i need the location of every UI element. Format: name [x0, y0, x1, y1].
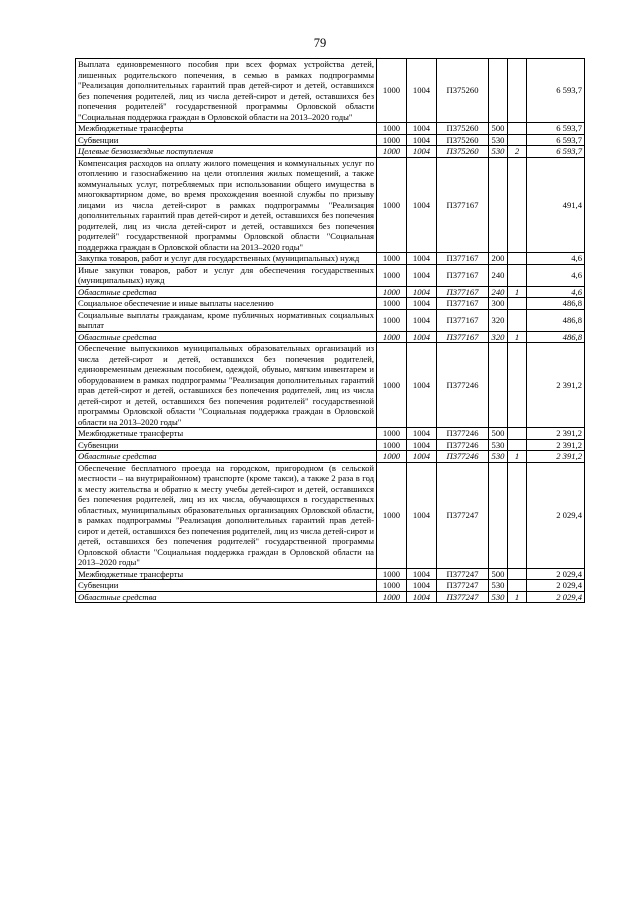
budget-table-body [76, 59, 585, 603]
row-section-code: 1000 [377, 580, 407, 592]
row-section-code: 1000 [377, 462, 407, 568]
row-source-code [508, 580, 527, 592]
row-section-code: 1000 [377, 568, 407, 580]
row-description: Субвенции [76, 134, 377, 146]
row-subsection-code: 1004 [407, 462, 437, 568]
row-amount: 4,6 [527, 264, 585, 286]
row-source-code [508, 568, 527, 580]
row-description: Иные закупки товаров, работ и услуг для обеспечения государственных (муниципальных) нужд [76, 264, 377, 286]
row-source-code [508, 439, 527, 451]
budget-table [75, 58, 585, 603]
row-section-code: 1000 [377, 264, 407, 286]
row-source-code [508, 343, 527, 428]
row-description: Субвенции [76, 439, 377, 451]
row-section-code: 1000 [377, 591, 407, 603]
row-amount: 2 029,4 [527, 580, 585, 592]
row-amount: 486,8 [527, 309, 585, 331]
table-row [76, 439, 585, 451]
row-expense-type-code: 240 [489, 264, 508, 286]
row-description: Межбюджетные трансферты [76, 428, 377, 440]
table-row [76, 298, 585, 310]
row-amount: 486,8 [527, 298, 585, 310]
table-row [76, 264, 585, 286]
row-description: Областные средства [76, 286, 377, 298]
row-description: Целевые безвозмездные поступления [76, 146, 377, 158]
row-source-code [508, 298, 527, 310]
row-subsection-code: 1004 [407, 439, 437, 451]
row-subsection-code: 1004 [407, 264, 437, 286]
row-subsection-code: 1004 [407, 580, 437, 592]
row-description: Межбюджетные трансферты [76, 123, 377, 135]
row-source-code [508, 462, 527, 568]
row-amount: 6 593,7 [527, 123, 585, 135]
row-expense-type-code: 320 [489, 309, 508, 331]
row-section-code: 1000 [377, 286, 407, 298]
row-description: Компенсация расходов на оплату жилого помещения и коммунальных услуг по отоплению и газоснабжению на цели отопления жилых помещений, а также коммунальных услуг, потребляемых при использовании общего имущества в многоквартирном доме, во время прохождения военной службы по призыву лицами из числа детей-сирот в рамках подпрограммы "Реализация дополнительных гарантий прав детей-сирот и детей, оставшихся без попечения родителей, лиц из числа детей-сирот и детей, оставшихся без попечения родителей" государственной программы Орловской области "Социальная поддержка граждан в Орловской области на 2013–2020 годы" [76, 157, 377, 253]
row-description: Межбюджетные трансферты [76, 568, 377, 580]
row-target-code: П377246 [437, 428, 489, 440]
row-target-code: П377167 [437, 157, 489, 253]
table-row [76, 428, 585, 440]
row-expense-type-code [489, 343, 508, 428]
row-source-code: 1 [508, 451, 527, 463]
table-row [76, 580, 585, 592]
row-amount: 2 391,2 [527, 343, 585, 428]
row-source-code: 1 [508, 591, 527, 603]
table-row [76, 157, 585, 253]
row-subsection-code: 1004 [407, 253, 437, 265]
row-target-code: П375260 [437, 123, 489, 135]
row-amount: 2 029,4 [527, 462, 585, 568]
row-expense-type-code: 200 [489, 253, 508, 265]
row-target-code: П377167 [437, 286, 489, 298]
row-subsection-code: 1004 [407, 146, 437, 158]
row-section-code: 1000 [377, 123, 407, 135]
row-subsection-code: 1004 [407, 123, 437, 135]
row-amount: 2 391,2 [527, 428, 585, 440]
row-source-code [508, 134, 527, 146]
row-amount: 2 029,4 [527, 591, 585, 603]
row-description: Областные средства [76, 591, 377, 603]
row-source-code [508, 309, 527, 331]
row-target-code: П377247 [437, 568, 489, 580]
row-section-code: 1000 [377, 439, 407, 451]
row-amount: 4,6 [527, 253, 585, 265]
row-description: Областные средства [76, 331, 377, 343]
row-source-code [508, 264, 527, 286]
row-subsection-code: 1004 [407, 298, 437, 310]
row-subsection-code: 1004 [407, 568, 437, 580]
page-number: 79 [313, 36, 327, 50]
row-expense-type-code: 320 [489, 331, 508, 343]
row-section-code: 1000 [377, 309, 407, 331]
row-subsection-code: 1004 [407, 286, 437, 298]
row-target-code: П377167 [437, 253, 489, 265]
table-row [76, 343, 585, 428]
table-row [76, 591, 585, 603]
row-expense-type-code: 530 [489, 134, 508, 146]
row-description: Областные средства [76, 451, 377, 463]
row-target-code: П377246 [437, 343, 489, 428]
row-expense-type-code: 300 [489, 298, 508, 310]
row-amount: 2 029,4 [527, 568, 585, 580]
row-description: Обеспечение выпускников муниципальных образовательных организаций из числа детей-сирот и детей, оставшихся без попечения родителей, единовременным денежным пособием, одеждой, обувью, мягким инвентарем и оборудованием в рамках подпрограммы "Реализация дополнительных гарантий прав детей-сирот и детей, оставшихся без попечения родителей, лиц из числа детей-сирот и детей, оставшихся без попечения родителей" государственной программы Орловской области "Социальная поддержка граждан в Орловской области на 2013–2020 годы" [76, 343, 377, 428]
table-row [76, 451, 585, 463]
row-subsection-code: 1004 [407, 451, 437, 463]
row-section-code: 1000 [377, 253, 407, 265]
row-expense-type-code: 530 [489, 580, 508, 592]
row-subsection-code: 1004 [407, 331, 437, 343]
table-row [76, 462, 585, 568]
row-subsection-code: 1004 [407, 134, 437, 146]
row-section-code: 1000 [377, 451, 407, 463]
row-target-code: П377167 [437, 264, 489, 286]
row-target-code: П377167 [437, 309, 489, 331]
row-target-code: П375260 [437, 146, 489, 158]
row-section-code: 1000 [377, 146, 407, 158]
row-expense-type-code: 500 [489, 428, 508, 440]
row-target-code: П377246 [437, 439, 489, 451]
row-expense-type-code: 240 [489, 286, 508, 298]
row-source-code [508, 428, 527, 440]
row-section-code: 1000 [377, 343, 407, 428]
row-subsection-code: 1004 [407, 343, 437, 428]
table-row [76, 253, 585, 265]
row-subsection-code: 1004 [407, 59, 437, 123]
row-section-code: 1000 [377, 298, 407, 310]
row-section-code: 1000 [377, 59, 407, 123]
row-amount: 2 391,2 [527, 439, 585, 451]
row-target-code: П377167 [437, 298, 489, 310]
row-subsection-code: 1004 [407, 591, 437, 603]
table-row [76, 134, 585, 146]
row-description: Социальное обеспечение и иные выплаты населению [76, 298, 377, 310]
row-amount: 6 593,7 [527, 134, 585, 146]
row-subsection-code: 1004 [407, 157, 437, 253]
row-amount: 4,6 [527, 286, 585, 298]
row-section-code: 1000 [377, 157, 407, 253]
row-section-code: 1000 [377, 134, 407, 146]
row-expense-type-code: 530 [489, 591, 508, 603]
row-description: Субвенции [76, 580, 377, 592]
row-target-code: П375260 [437, 59, 489, 123]
table-row [76, 568, 585, 580]
row-amount: 486,8 [527, 331, 585, 343]
row-expense-type-code [489, 462, 508, 568]
row-description: Закупка товаров, работ и услуг для государственных (муниципальных) нужд [76, 253, 377, 265]
row-target-code: П375260 [437, 134, 489, 146]
row-subsection-code: 1004 [407, 309, 437, 331]
row-expense-type-code: 530 [489, 146, 508, 158]
row-source-code [508, 253, 527, 265]
row-subsection-code: 1004 [407, 428, 437, 440]
row-source-code [508, 157, 527, 253]
row-expense-type-code [489, 157, 508, 253]
row-amount: 6 593,7 [527, 59, 585, 123]
row-description: Обеспечение бесплатного проезда на городском, пригородном (в сельской местности – на внутрирайонном) транспорте (кроме такси), а также 2 раза в год к месту жительства и обратно к месту учебы детей-сирот и детей, оставшихся без попечения родителей, лиц из их числа, обучающихся в государственных областных, муниципальных образовательных организациях Орловской области, в рамках подпрограммы "Реализация дополнительных гарантий прав детей-сирот и детей, оставшихся без попечения родителей, лиц из числа детей-сирот и детей, оставшихся без попечения родителей" государственной программы Орловской области "Социальная поддержка граждан в Орловской области на 2013–2020 годы" [76, 462, 377, 568]
row-source-code [508, 123, 527, 135]
row-source-code [508, 59, 527, 123]
table-row [76, 309, 585, 331]
row-amount: 6 593,7 [527, 146, 585, 158]
row-source-code: 2 [508, 146, 527, 158]
row-expense-type-code: 530 [489, 451, 508, 463]
row-expense-type-code [489, 59, 508, 123]
row-target-code: П377247 [437, 462, 489, 568]
table-row [76, 59, 585, 123]
row-source-code: 1 [508, 286, 527, 298]
row-target-code: П377246 [437, 451, 489, 463]
row-expense-type-code: 500 [489, 568, 508, 580]
table-row [76, 123, 585, 135]
row-amount: 491,4 [527, 157, 585, 253]
table-row [76, 286, 585, 298]
table-row [76, 146, 585, 158]
row-target-code: П377167 [437, 331, 489, 343]
row-target-code: П377247 [437, 591, 489, 603]
row-description: Социальные выплаты гражданам, кроме публичных нормативных социальных выплат [76, 309, 377, 331]
row-description: Выплата единовременного пособия при всех формах устройства детей, лишенных родительского попечения, в семью в рамках подпрограммы "Реализация дополнительных гарантий прав детей-сирот и детей, оставшихся без попечения родителей, лиц из числа детей-сирот и детей, оставшихся без попечения родителей" государственной программы Орловской области "Социальная поддержка граждан в Орловской области на 2013–2020 годы" [76, 59, 377, 123]
row-source-code: 1 [508, 331, 527, 343]
row-section-code: 1000 [377, 331, 407, 343]
table-row [76, 331, 585, 343]
row-section-code: 1000 [377, 428, 407, 440]
row-expense-type-code: 500 [489, 123, 508, 135]
row-amount: 2 391,2 [527, 451, 585, 463]
row-expense-type-code: 530 [489, 439, 508, 451]
row-target-code: П377247 [437, 580, 489, 592]
